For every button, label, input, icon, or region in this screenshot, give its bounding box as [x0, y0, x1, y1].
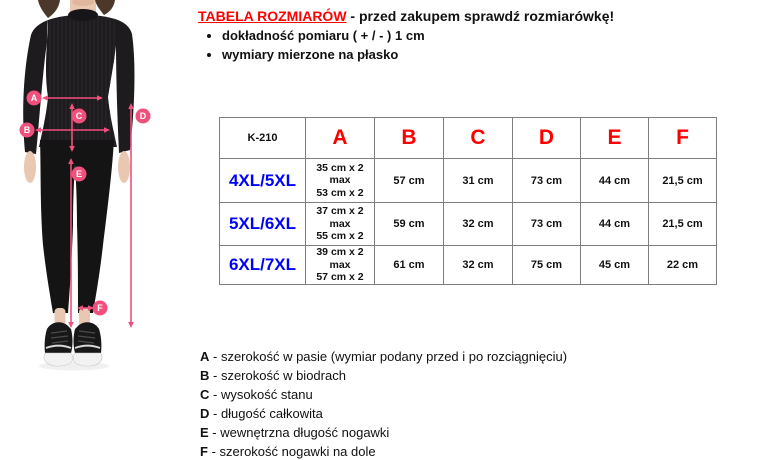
- bullet-flat-measurement: • wymiary mierzone na płasko: [222, 45, 425, 64]
- badge-letter: F: [97, 303, 103, 314]
- hand-right: [118, 151, 130, 183]
- sneaker-right: [73, 322, 102, 366]
- model-photo-figure: [0, 0, 190, 375]
- legend-item-f: F - szerokość nogawki na dole: [200, 444, 376, 459]
- measure-e-cell: 44 cm: [581, 203, 649, 246]
- figure-silhouette: [23, 0, 134, 371]
- measure-a-line: 57 cm x 2: [316, 271, 364, 283]
- measure-a-cell: [306, 246, 375, 285]
- legend-letter: D: [200, 406, 210, 421]
- size-label-cell: 6XL/7XL: [220, 246, 306, 285]
- size-diagram: [0, 0, 190, 375]
- measure-a-line: max: [329, 258, 351, 271]
- measure-a-line: max: [329, 217, 351, 230]
- measure-badge-b: [20, 123, 35, 138]
- measure-b-cell: 61 cm: [375, 246, 444, 285]
- hair-right: [95, 0, 115, 15]
- column-header-a: A: [306, 118, 375, 159]
- legend-item-e: E - wewnętrzna długość nogawki: [200, 425, 390, 440]
- legend-letter: E: [200, 425, 209, 440]
- legend-item-c: C - wysokość stanu: [200, 387, 313, 402]
- measure-c-cell: 31 cm: [444, 159, 513, 203]
- sneaker-left: [44, 322, 73, 366]
- legend-letter: F: [200, 444, 208, 459]
- size-table: [219, 117, 717, 285]
- size-label-cell: 5XL/6XL: [220, 203, 306, 246]
- measure-d-cell: 75 cm: [513, 246, 581, 285]
- measure-c-cell: 32 cm: [444, 203, 513, 246]
- measure-badge-d: [136, 109, 151, 124]
- measure-b-cell: 57 cm: [375, 159, 444, 203]
- measure-f-cell: 21,5 cm: [649, 203, 717, 246]
- measure-badge-c: [72, 109, 87, 124]
- leggings: [40, 140, 114, 313]
- badge-letter: C: [75, 111, 83, 122]
- badge-letter: A: [30, 93, 38, 104]
- legend-letter: C: [200, 387, 210, 402]
- column-header-c: C: [444, 118, 513, 159]
- measure-f-cell: 21,5 cm: [649, 159, 717, 203]
- arrowhead: [42, 95, 48, 101]
- title-highlight: TABELA ROZMIARÓW: [198, 8, 347, 24]
- measure-e-cell: 44 cm: [581, 159, 649, 203]
- size-label-cell: 4XL/5XL: [220, 159, 306, 203]
- measure-e-cell: 45 cm: [581, 246, 649, 285]
- legend-item-a: A - szerokość w pasie (wymiar podany przed i po rozciągnięciu): [200, 349, 568, 364]
- measure-badge-a: [27, 91, 42, 106]
- column-header-f: F: [649, 118, 717, 159]
- column-header-e: E: [581, 118, 649, 159]
- legend-item-d: D - długość całkowita: [200, 406, 323, 421]
- measure-d-cell: 73 cm: [513, 159, 581, 203]
- size-row-6xl-7xl: [220, 246, 717, 285]
- bullet-measurement-accuracy: • dokładność pomiaru ( + / - ) 1 cm: [222, 26, 425, 45]
- measure-d-cell: 73 cm: [513, 203, 581, 246]
- badge-letter: D: [139, 111, 147, 122]
- model-code-cell: K-210: [220, 118, 306, 159]
- column-header-b: B: [375, 118, 444, 159]
- hand-left: [24, 151, 36, 183]
- measure-a-cell: [306, 159, 375, 203]
- page-title: [198, 8, 614, 24]
- sweater-collar: [68, 9, 98, 21]
- measure-a-line: max: [329, 174, 351, 187]
- size-table-header-row: [220, 118, 717, 159]
- column-header-d: D: [513, 118, 581, 159]
- measure-c-cell: 32 cm: [444, 246, 513, 285]
- arrowhead: [128, 322, 134, 328]
- badge-letter: E: [75, 169, 83, 180]
- bullet-list: [208, 26, 425, 64]
- measure-badge-e: [72, 167, 87, 182]
- measure-f-cell: 22 cm: [649, 246, 717, 285]
- measure-badge-f: [93, 301, 108, 316]
- legend-item-b: B - szerokość w biodrach: [200, 368, 346, 383]
- legend-letter: B: [200, 368, 210, 383]
- measure-a-line: 35 cm x 2: [316, 161, 364, 174]
- title-rest: - przed zakupem sprawdź rozmiarówkę!: [350, 8, 615, 24]
- legend-letter: A: [200, 349, 210, 364]
- measurement-legend: [200, 347, 567, 460]
- measure-a-line: 55 cm x 2: [316, 230, 364, 243]
- badge-letter: B: [23, 125, 31, 136]
- measure-a-line: 39 cm x 2: [316, 246, 364, 258]
- measure-a-cell: [306, 203, 375, 246]
- hair-left: [38, 0, 60, 18]
- measure-a-line: 53 cm x 2: [316, 186, 364, 199]
- measure-b-cell: 59 cm: [375, 203, 444, 246]
- size-row-4xl-5xl: [220, 159, 717, 203]
- size-row-5xl-6xl: [220, 203, 717, 246]
- measure-a-line: 37 cm x 2: [316, 205, 364, 218]
